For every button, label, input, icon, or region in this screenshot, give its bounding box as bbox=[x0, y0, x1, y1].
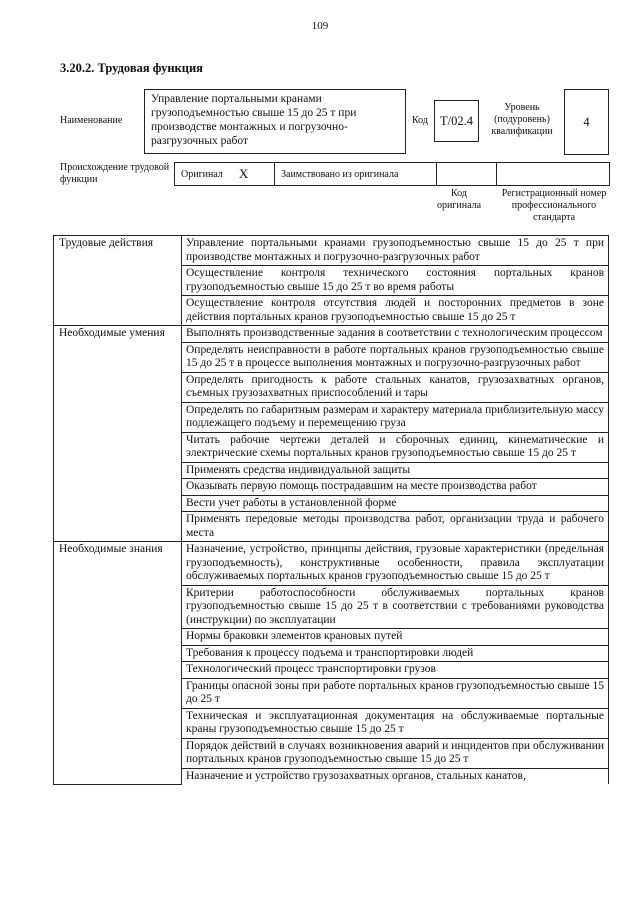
registration-number-label: Регистрационный номер профессионального стандарта bbox=[501, 188, 607, 223]
function-table bbox=[53, 235, 609, 785]
table-cell: Управление портальными кранами грузоподъемностью свыше 15 до 25 т при производстве монтажных и погрузочно-разгрузочных работ bbox=[182, 236, 609, 266]
table-cell: Определять по габаритным размерам и характеру материала приблизительную массу подлежащего подъему и перемещению груза bbox=[182, 402, 609, 432]
page-bottom-margin bbox=[0, 848, 640, 905]
table-cell: Вести учет работы в установленной форме bbox=[182, 495, 609, 512]
code-label: Код bbox=[412, 115, 428, 126]
table-cell: Критерии работоспособности обслуживаемых портальных кранов грузоподъемностью свыше 15 до 25 т в соответствии с требованиями руководства (инструкции) по эксплуатации bbox=[182, 585, 609, 629]
table-cell: Границы опасной зоны при работе портальных кранов грузоподъемностью свыше 15 до 25 т bbox=[182, 678, 609, 708]
level-label: Уровень (подуровень) квалификации bbox=[491, 102, 553, 137]
origin-row bbox=[174, 162, 610, 186]
section-title: 3.20.2. Трудовая функция bbox=[60, 61, 203, 75]
table-cell: Выполнять производственные задания в соответствии с технологическим процессом bbox=[182, 326, 609, 343]
code-value-box: Т/02.4 bbox=[434, 100, 479, 142]
table-cell: Читать рабочие чертежи деталей и сборочных единиц, кинематические и электрические схемы портальных кранов грузоподъемностью свыше 15 до 25 т bbox=[182, 432, 609, 462]
table-cell: Определять пригодность к работе стальных канатов, грузозахватных органов, съемных грузозахватных приспособлений и тары bbox=[182, 372, 609, 402]
function-name-box: Управление портальными кранами грузоподъемностью свыше 15 до 25 т при производстве монтажных и погрузочно-разгрузочных работ bbox=[144, 89, 406, 154]
table-cell: Технологический процесс транспортировки грузов bbox=[182, 662, 609, 679]
table-cell: Назначение и устройство грузозахватных органов, стальных канатов, bbox=[182, 768, 609, 784]
table-cell: Применять передовые методы производства работ, организации труда и рабочего места bbox=[182, 512, 609, 542]
table-cell: Осуществление контроля технического состояния портальных кранов грузоподъемностью свыше 15 до 25 т во время работы bbox=[182, 266, 609, 296]
original-mark: X bbox=[238, 166, 249, 181]
page-number: 109 bbox=[311, 20, 329, 32]
table-cell: Техническая и эксплуатационная документация на обслуживаемые портальные краны грузоподъемностью свыше 15 до 25 т bbox=[182, 708, 609, 738]
table-cell: Осуществление контроля отсутствия людей и посторонних предметов в зоне действия портальных кранов грузоподъемностью свыше 15 до 25 т bbox=[182, 296, 609, 326]
borrowed-cell bbox=[275, 163, 437, 185]
borrowed-label: Заимствовано из оригинала bbox=[281, 168, 399, 180]
table-cell: Порядок действий в случаях возникновения аварий и инцидентов при обслуживании портальных кранов грузоподъемностью свыше 15 до 25 т bbox=[182, 738, 609, 768]
table-cell: Назначение, устройство, принципы действия, грузовые характеристики (предельная грузоподъемность), конструктивные особенности, правила эксплуатации обслуживаемых портальных кранов грузоподъемностью свыше 15 до 25 т bbox=[182, 542, 609, 586]
origin-code-cell bbox=[437, 163, 497, 185]
table-cell: Определять неисправности в работе портальных кранов грузоподъемностью свыше 15 до 25 т в процессе выполнения монтажных и погрузочно-разгрузочных работ bbox=[182, 342, 609, 372]
table-row bbox=[54, 542, 609, 586]
category-cell: Необходимые умения bbox=[54, 326, 182, 542]
table-cell: Нормы браковки элементов крановых путей bbox=[182, 629, 609, 646]
category-cell: Необходимые знания bbox=[54, 542, 182, 785]
table-cell: Применять средства индивидуальной защиты bbox=[182, 462, 609, 479]
table-cell: Оказывать первую помощь пострадавшим на месте производства работ bbox=[182, 479, 609, 496]
name-label: Наименование bbox=[60, 115, 123, 126]
original-cell bbox=[175, 163, 275, 185]
origin-label: Происхождение трудовой функции bbox=[60, 162, 170, 185]
table-row bbox=[54, 326, 609, 343]
category-cell: Трудовые действия bbox=[54, 236, 182, 326]
table-row bbox=[54, 236, 609, 266]
origin-regnum-cell bbox=[497, 163, 609, 185]
original-label: Оригинал bbox=[181, 168, 223, 180]
table-cell: Требования к процессу подъема и транспортировки людей bbox=[182, 645, 609, 662]
original-code-label: Код оригинала bbox=[436, 188, 482, 211]
level-value-box: 4 bbox=[564, 89, 609, 155]
